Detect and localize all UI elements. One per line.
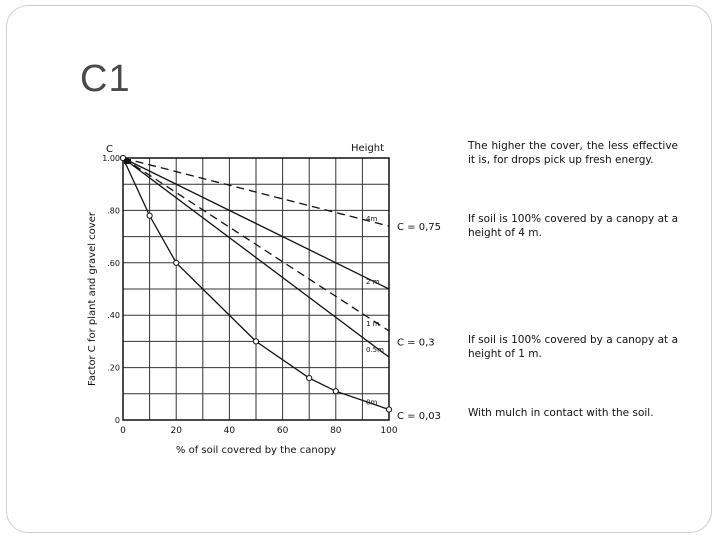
series-label: 2 m <box>366 278 380 286</box>
data-point <box>147 213 152 218</box>
data-point <box>253 339 258 344</box>
c-value-annotation: C = 0,75 <box>397 222 441 234</box>
y-tick-label: .60 <box>107 258 120 268</box>
corner-label: C <box>106 144 113 155</box>
note-cover-effectiveness: The higher the cover, the less effective it is, for drops pick up fresh energy. <box>468 140 678 166</box>
note-canopy-4m: If soil is 100% covered by a canopy at a height of 4 m. <box>468 213 678 239</box>
series-label: 0.5m <box>366 346 384 355</box>
legend-title: Height <box>351 143 385 154</box>
x-tick-label: 100 <box>380 426 398 436</box>
x-tick-label: 20 <box>170 426 182 436</box>
data-point <box>174 260 179 265</box>
note-mulch: With mulch in contact with the soil. <box>468 407 654 419</box>
x-axis-label: % of soil covered by the canopy <box>175 445 337 456</box>
x-tick-label: 0 <box>120 426 126 436</box>
y-tick-label: .40 <box>107 311 120 321</box>
origin-marker <box>124 159 131 164</box>
series-label: 0m <box>366 398 378 407</box>
series-label: 1 m <box>366 319 380 328</box>
c-value-annotation: C = 0,3 <box>397 337 435 349</box>
y-tick-label: 0 <box>114 416 120 425</box>
y-tick-label: .20 <box>107 363 120 373</box>
x-tick-label: 80 <box>330 426 342 436</box>
y-tick-label: .80 <box>107 206 120 216</box>
slide-title: C1 <box>80 58 131 100</box>
c-value-annotation: C = 0,03 <box>397 410 441 422</box>
data-point <box>307 375 312 380</box>
data-point <box>333 389 338 394</box>
x-tick-label: 40 <box>223 426 236 436</box>
data-point <box>386 407 391 412</box>
y-tick-label: 1.00 <box>102 154 120 163</box>
note-canopy-1m: If soil is 100% covered by a canopy at a height of 1 m. <box>468 334 678 360</box>
series-label: 4m <box>366 215 378 224</box>
y-axis-label: Factor C for plant and gravel cover <box>87 212 98 386</box>
x-tick-label: 60 <box>276 426 289 436</box>
